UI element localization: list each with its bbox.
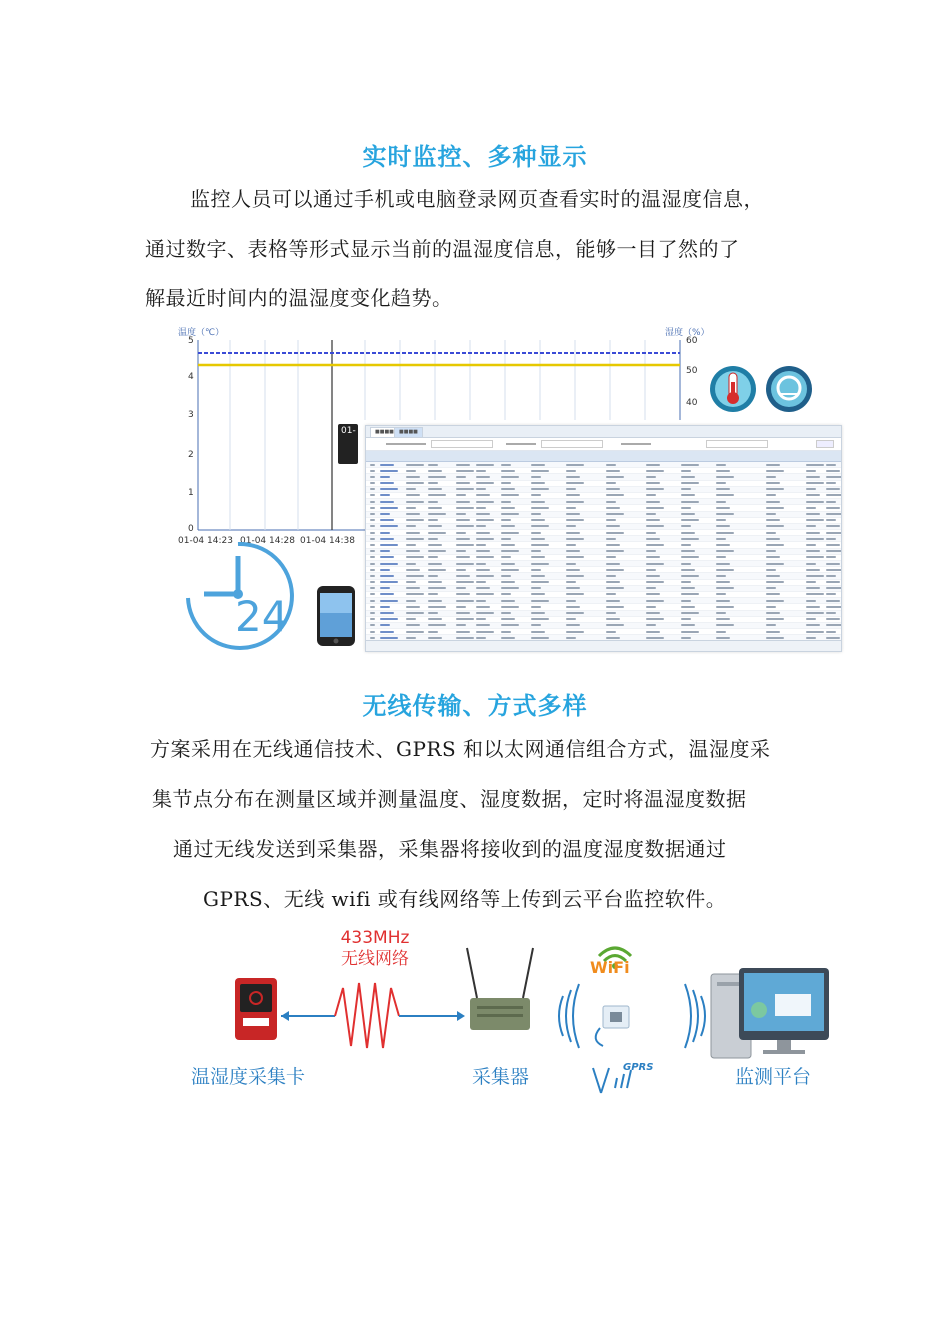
sensor-card-label: 温湿度采集卡 <box>191 1066 306 1088</box>
paragraph-line: 解最近时间内的温湿度变化趋势。 <box>145 286 453 310</box>
collector-label: 采集器 <box>472 1066 530 1088</box>
tab[interactable]: ■■■■ <box>394 427 423 438</box>
clock-number: 24 <box>235 592 289 641</box>
chart-tooltip <box>338 424 358 464</box>
smartphone-icon <box>316 585 356 647</box>
paragraph-line: 通过无线发送到采集器，采集器将接收到的温度湿度数据通过 <box>173 837 727 861</box>
panel-tabs <box>366 426 841 438</box>
table-header <box>366 451 841 462</box>
humidity-icon <box>763 364 815 414</box>
y2-tick: 40 <box>686 398 698 408</box>
tooltip-text: 01- <box>341 426 356 436</box>
humidity-axis-label: 湿度（%） <box>665 328 710 338</box>
monitoring-figure <box>170 320 840 650</box>
gprs-label: GPRS <box>623 1062 654 1073</box>
paragraph-line: 监控人员可以通过手机或电脑登录网页查看实时的温湿度信息， <box>190 187 764 211</box>
y-tick: 2 <box>188 450 194 460</box>
network-diagram <box>185 928 835 1103</box>
x-tick: 01-04 14:28 <box>240 536 295 546</box>
paragraph-line: 集节点分布在测量区域并测量温度、湿度数据，定时将温湿度数据 <box>152 787 747 811</box>
y-tick: 1 <box>188 488 194 498</box>
paragraph-line: GPRS、无线 wifi 或有线网络等上传到云平台监控软件。 <box>203 887 727 911</box>
table-pagination <box>366 640 841 651</box>
tab[interactable]: ■■■■ <box>370 427 399 438</box>
freq-text: 433MHz <box>340 928 410 948</box>
thermometer-icon <box>708 364 758 414</box>
section-title-realtime: 实时监控、多种显示 <box>362 143 588 171</box>
y-tick: 5 <box>188 336 194 346</box>
temperature-axis-label: 温度（℃） <box>178 328 225 338</box>
section-title-wireless: 无线传输、方式多样 <box>362 692 588 720</box>
platform-label: 监测平台 <box>735 1066 812 1088</box>
x-tick: 01-04 14:38 <box>300 536 355 546</box>
y-tick: 0 <box>188 524 194 534</box>
wifi-label: WiFi <box>590 958 630 977</box>
y2-tick: 60 <box>686 336 698 346</box>
x-tick: 01-04 14:23 <box>178 536 233 546</box>
panel-search-bar <box>366 438 841 451</box>
y2-tick: 50 <box>686 366 698 376</box>
y-tick: 3 <box>188 410 194 420</box>
paragraph-line: 方案采用在无线通信技术、GPRS 和以太网通信组合方式，温湿度采 <box>150 737 771 761</box>
data-table-panel <box>365 425 842 652</box>
y-tick: 4 <box>188 372 194 382</box>
table-body <box>366 462 841 652</box>
network-text: 无线网络 <box>341 949 409 969</box>
paragraph-line: 通过数字、表格等形式显示当前的温湿度信息，能够一目了然的了 <box>145 237 740 261</box>
